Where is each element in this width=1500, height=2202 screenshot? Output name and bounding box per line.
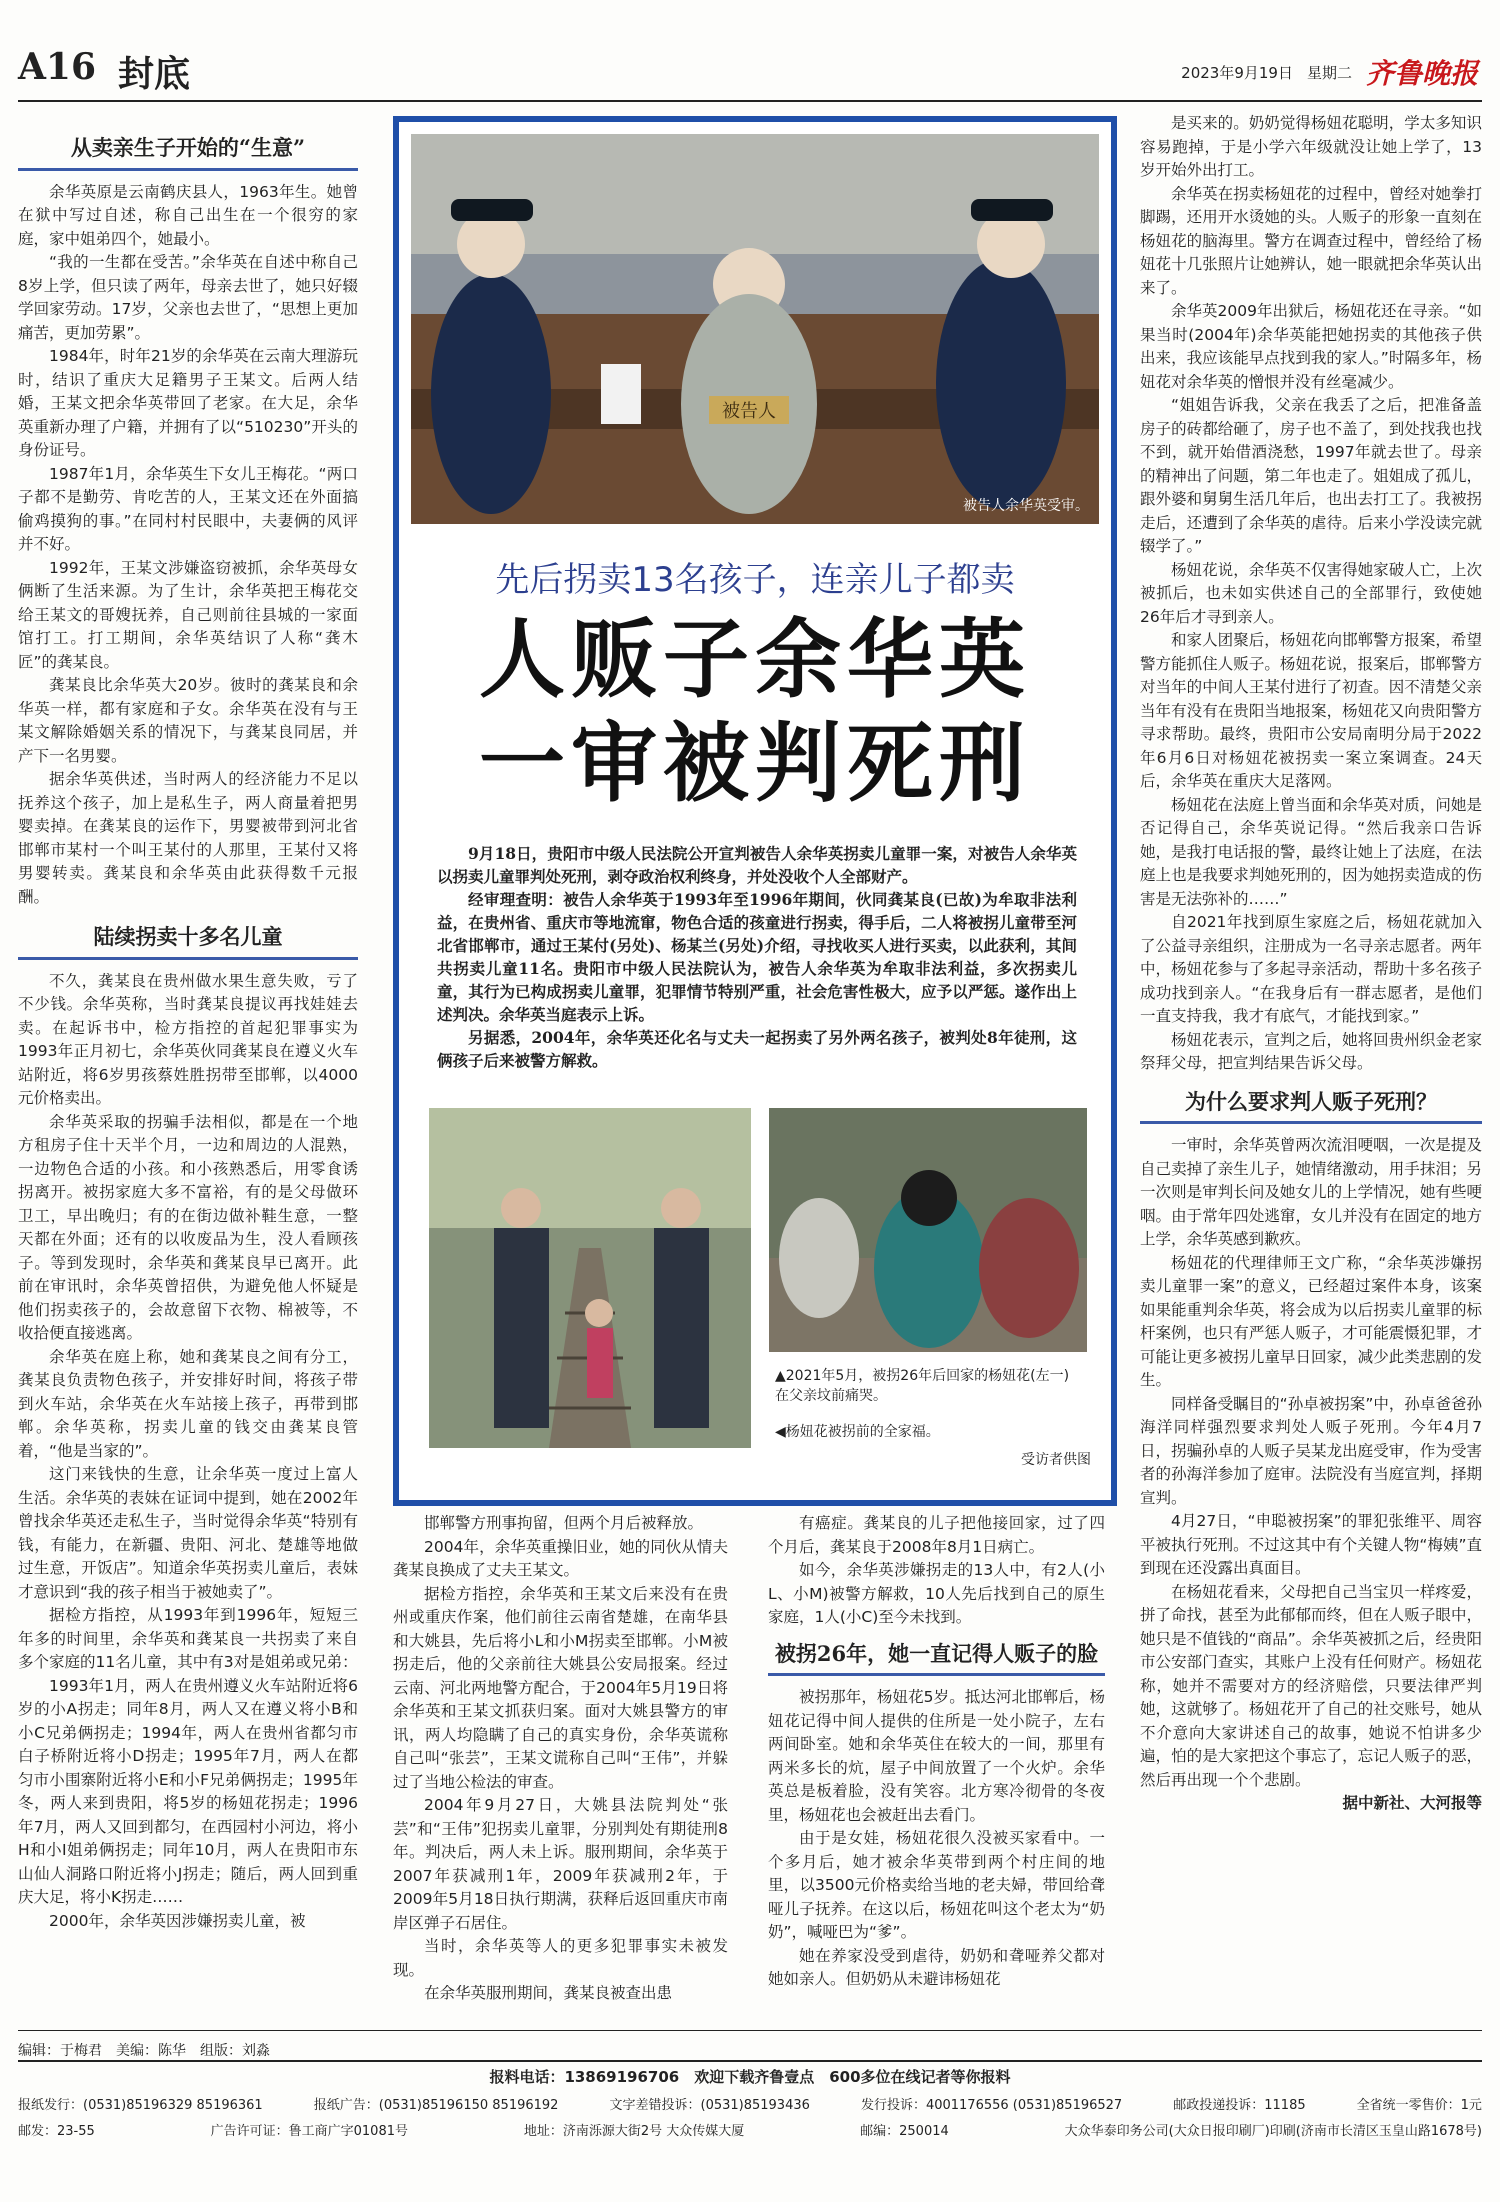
family-photo-caption: ◀杨妞花被拐前的全家福。	[775, 1424, 940, 1440]
header-rule	[18, 100, 1482, 102]
body-paragraph: 自2021年找到原生家庭之后，杨妞花就加入了公益寻亲组织，注册成为一名寻亲志愿者。两年中，杨妞花参与了多起寻亲活动，帮助十多名孩子成功找到亲人。“在我身后有一群志愿者，是他们一直支持我，我才有底气，才能找到家。”	[1140, 913, 1482, 1025]
family-photo	[429, 1108, 751, 1448]
body-paragraph: 杨妞花在法庭上曾当面和余华英对质，问她是否记得自己，余华英说记得。“然后我亲口告诉她，是我打电话报的警，最终让她上了法庭，在法庭上也是我要求判她死刑的，因为她拐卖造成的伤害是无法弥补的……”	[1140, 795, 1482, 908]
middle-column-a	[393, 1512, 728, 2018]
body-paragraph: 1993年1月，两人在贵州遵义火车站附近将6岁的小A拐走；同年8月，两人又在遵义将小B和小C兄弟俩拐走；1994年，两人在贵州省都匀市白子桥附近将小D拐走；1995年7月，两人在都匀市小围寨附近将小E和小F兄弟俩拐走；1995年冬，两人来到贵阳，将5岁的杨妞花拐走；1996年7月，两人又回到都匀，在西园村小河边，将小H和小I姐弟俩拐走；同年10月，两人在贵阳市东山仙人洞路口附近将小J拐走；随后，两人回到重庆大足，将小K拐走……	[18, 1676, 358, 1906]
body-paragraph: 杨妞花说，余华英不仅害得她家破人亡，上次被抓后，也未如实供述自己的全部罪行，致使她26年后才寻到亲人。	[1140, 560, 1482, 626]
grave-photo	[769, 1108, 1087, 1352]
body-paragraph: 邯郸警方刑事拘留，但两个月后被释放。	[424, 1514, 704, 1532]
footer-contact: 报纸广告：(0531)85196150 85196192	[313, 2098, 559, 2113]
body-paragraph: 不久，龚某良在贵州做水果生意失败，亏了不少钱。余华英称，当时龚某良提议再找娃娃去卖。在起诉书中，检方指控的首起犯罪事实为1993年正月初七，余华英伙同龚某良在遵义火车站附近，将6岁男孩蔡姓胜拐带至邯郸，以4000元价格卖出。	[18, 971, 358, 1107]
family-photo-illustration	[429, 1108, 751, 1448]
body-paragraph: 2000年，余华英因涉嫌拐卖儿童，被	[49, 1911, 306, 1930]
body-paragraph: 如今，余华英涉嫌拐走的13人中，有2人(小L、小M)被警方解救，10人先后找到自己的原生家庭，1人(小C)至今未找到。	[768, 1561, 1105, 1626]
body-paragraph: 2004年9月27日，大姚县法院判处“张芸”和“王伟”犯拐卖儿童罪，分别判处有期徒刑8年。判决后，两人未上诉。服刑期间，余华英于2007年获减刑1年，2009年获减刑2年，于2009年5月18日执行期满，获释后返回重庆市南岸区弹子石居住。	[393, 1796, 728, 1932]
body-paragraph: 1992年，王某文涉嫌盗窃被抓，余华英母女俩断了生活来源。为了生计，余华英把王梅花交给王某文的哥嫂抚养，自己则前往县城的一家面馆打工。打工期间，余华英结识了人称“龚木匠”的龚某良。	[18, 558, 358, 671]
date-bar	[1181, 52, 1478, 92]
footer-contact: 邮政投递投诉：11185	[1173, 2098, 1306, 2113]
editor-credits: 编辑：于梅君 美编：陈华 组版：刘淼	[18, 2043, 270, 2059]
footer-rule	[18, 2060, 1482, 2062]
subheading-3: 被拐26年，她一直记得人贩子的脸	[768, 1638, 1105, 1677]
body-paragraph: 龚某良比余华英大20岁。彼时的龚某良和余华英一样，都有家庭和子女。余华英在没有与王某文解除婚姻关系的情况下，与龚某良同居，并产下一名男婴。	[18, 676, 358, 765]
body-paragraph: 同样备受瞩目的“孙卓被拐案”中，孙卓爸爸孙海洋同样强烈要求判处人贩子死刑。今年4月7日，拐骗孙卓的人贩子吴某龙出庭受审，作为受害者的孙海洋参加了庭审。法院没有当庭宣判，择期宣判。	[1140, 1394, 1482, 1507]
body-paragraph: 她在养家没受到虐待，奶奶和聋哑养父都对她如亲人。但奶奶从未避讳杨妞花	[768, 1946, 1105, 1988]
subheading-2: 陆续拐卖十多名儿童	[18, 921, 358, 960]
article-source: 据中新社、大河报等	[1342, 1794, 1482, 1812]
body-paragraph: 余华英2009年出狱后，杨妞花还在寻亲。“如果当时(2004年)余华英能把她拐卖的其他孩子供出来，我应该能早点找到我的家人。”时隔多年，杨妞花对余华英的憎恨并没有丝毫减少。	[1140, 302, 1482, 391]
left-paragraphs-1	[18, 181, 358, 910]
issue-date: 2023年9月19日	[1181, 63, 1293, 82]
footer-contact: 文字差错投诉：(0531)85193436	[609, 2098, 810, 2113]
body-paragraph: 1987年1月，余华英生下女儿王梅花。“两口子都不是勤劳、肯吃苦的人，王某文还在外面搞偷鸡摸狗的事。”在同村村民眼中，夫妻俩的风评并不好。	[18, 464, 358, 553]
left-paragraphs-2	[18, 970, 358, 1934]
grave-photo-illustration	[769, 1108, 1087, 1352]
body-paragraph: 一审时，余华英曾两次流泪哽咽，一次是提及自己卖掉了亲生儿子，她情绪激动，用手抹泪；另一次则是审判长问及她女儿的上学情况，她有些哽咽。由于常年四处逃窜，女儿并没有在固定的地方上学，余华英感到歉疚。	[1140, 1136, 1482, 1248]
headline-line-2: 一审被判死刑	[479, 713, 1031, 814]
body-paragraph: 这门来钱快的生意，让余华英一度过上富人生活。余华英的表妹在证词中提到，她在2002年曾找余华英还走私生子，当时觉得余华英“特别有钱，有能力，在新疆、贵阳、河北、楚雄等地做过生意，开饭店”。知道余华英拐卖儿童后，表妹才意识到“我的孩子相当于被她卖了”。	[18, 1465, 358, 1601]
body-paragraph: 和家人团聚后，杨妞花向邯郸警方报案，希望警方能抓住人贩子。杨妞花说，报案后，邯郸警方对当年的中间人王某付进行了初查。因不清楚父亲当年有没有在贵阳当地报案，杨妞花又向贵阳警方寻求帮助。最终，贵阳市公安局南明分局于2022年6月6日对杨妞花被拐卖一案立案调查。24天后，余华英在重庆大足落网。	[1140, 631, 1482, 790]
kicker: 先后拐卖13名孩子，连亲儿子都卖	[495, 560, 1015, 600]
body-paragraph: 据余华英供述，当时两人的经济能力不足以抚养这个孩子，加上是私生子，两人商量着把男婴卖掉。在龚某良的运作下，男婴被带到河北省邯郸市某村一个叫王某付的人那里，王某付又将男婴转卖。龚某良和余华英由此获得数千元报酬。	[18, 770, 358, 906]
body-paragraph: 余华英在庭上称，她和龚某良之间有分工，龚某良负责物色孩子，并安排好时间，将孩子带到火车站，余华英在火车站接上孩子，再带到邯郸。余华英称，拐卖儿童的钱交由龚某良管着，“他是当家的”。	[18, 1347, 358, 1460]
subheading-4: 为什么要求判人贩子死刑？	[1140, 1086, 1482, 1125]
footer-contact: 大众华泰印务公司(大众日报印刷厂)印刷(济南市长清区玉皇山路1678号)	[1064, 2124, 1482, 2139]
feature-box	[393, 116, 1117, 1506]
photo-caption-top: 被告人余华英受审。	[963, 498, 1089, 514]
body-paragraph: 余华英在拐卖杨妞花的过程中，曾经对她拳打脚踢，还用开水烫她的头。人贩子的形象一直刻在杨妞花的脑海里。警方在调查过程中，曾经给了杨妞花十几张照片让她辨认，她一眼就把余华英认出来了。	[1140, 184, 1482, 297]
footer-contact: 邮编：250014	[860, 2124, 949, 2139]
body-paragraph: “我的一生都在受苦。”余华英在自述中称自己8岁上学，但只读了两年，母亲去世了，她只好辍学回家劳动。17岁，父亲也去世了，“思想上更加痛苦，更加劳累”。	[18, 253, 358, 342]
section-name: 封底	[118, 53, 191, 95]
headline-line-1: 人贩子余华英	[479, 609, 1031, 710]
footer-contact: 报纸发行：(0531)85196329 85196361	[18, 2098, 263, 2113]
body-paragraph: 被拐那年，杨妞花5岁。抵达河北邯郸后，杨妞花记得中间人提供的住所是一处小院子，左右两间卧室。她和余华英住在较大的一间，那里有两米多长的炕，屋子中间放置了一个火炉。余华英总是板着脸，没有笑容。北方寒冷彻骨的冬夜里，杨妞花也会被赶出去看门。	[768, 1688, 1105, 1824]
body-paragraph: “姐姐告诉我，父亲在我丢了之后，把准备盖房子的砖都给砸了，房子也不盖了，到处找我也找不到，就开始借酒浇愁，1997年就去世了。母亲的精神出了问题，第二年也走了。姐姐成了孤儿，跟外婆和舅舅生活几年后，也出去打工了。我被拐走后，还遭到了余华英的虐待。后来小学没读完就辍学了。”	[1140, 396, 1482, 555]
weekday: 星期二	[1306, 63, 1352, 82]
footer-contacts-row-1	[18, 2094, 1482, 2113]
footer-contact: 地址：济南泺源大街2号 大众传媒大厦	[523, 2124, 745, 2139]
lead-paragraph: 9月18日，贵阳市中级人民法院公开宣判被告人余华英拐卖儿童罪一案，对被告人余华英以拐卖儿童罪判处死刑，剥夺政治权利终身，并处没收个人全部财产。	[437, 844, 1077, 886]
body-paragraph: 1984年，时年21岁的余华英在云南大理游玩时，结识了重庆大足籍男子王某文。后两人结婚，王某文把余华英带回了老家。在大足，余华英重新办理了户籍，并拥有了以“510230”开头的身份证号。	[18, 347, 358, 459]
footer-contact: 广告许可证：鲁工商广字01081号	[210, 2124, 408, 2139]
grave-photo-caption: ▲2021年5月，被拐26年后回家的杨妞花(左一)在父亲坟前痛哭。	[775, 1368, 1070, 1404]
lead-paragraph: 另据悉，2004年，余华英还化名与丈夫一起拐卖了另外两名孩子，被判处8年徒刑，这俩孩子后来被警方解救。	[437, 1028, 1077, 1070]
body-paragraph: 在杨妞花看来，父母把自己当宝贝一样疼爱，拼了命找，甚至为此郁郁而终，但在人贩子眼中，她只是不值钱的“商品”。余华英被抓之后，经贵阳市公安部门查实，其账户上没有任何财产。杨妞花称，她并不需要对方的经济赔偿，只要法律严判她，这就够了。杨妞花开了自己的社交账号，她从不介意向大家讲述自己的故事，她说不怕讲多少遍，怕的是大家把这个事忘了，忘记人贩子的恶，然后再出现一个个悲剧。	[1140, 1582, 1482, 1789]
footer-contact: 邮发：23-55	[18, 2124, 95, 2139]
masthead-logo: 齐鲁晚报	[1365, 57, 1478, 90]
footer-contact: 发行投诉：4001176556 (0531)85196527	[860, 2098, 1123, 2113]
body-paragraph: 4月27日，“申聪被拐案”的罪犯张维平、周容平被执行死刑。不过这其中有个关键人物“梅姨”直到现在还没露出真面目。	[1140, 1512, 1482, 1577]
left-column	[18, 128, 358, 2018]
defendant-placard: 被告人	[722, 401, 776, 422]
footer-contact: 全省统一零售价：1元	[1356, 2098, 1482, 2113]
body-paragraph: 杨妞花表示，宣判之后，她将回贵州织金老家祭拜父母，把宣判结果告诉父母。	[1140, 1030, 1482, 1072]
body-paragraph: 当时，余华英等人的更多犯罪事实未被发现。	[393, 1937, 728, 1979]
subheading-1: 从卖亲生子开始的“生意”	[18, 132, 358, 171]
body-paragraph: 余华英采取的拐骗手法相似，都是在一个地方租房子住十天半个月，一边和周边的人混熟，一边物色合适的小孩。和小孩熟悉后，用零食诱拐离开。被拐家庭大多不富裕，有的是父母做环卫工，早出晚归；有的在街边做补鞋生意，一整天都在外面；还有的以收废品为生，没人看顾孩子。等到发现时，余华英和龚某良早已离开。此前在审讯时，余华英曾招供，为避免他人怀疑是他们拐卖孩子的，会故意留下衣物、棉被等，不收拾便直接逃离。	[18, 1112, 358, 1342]
courtroom-illustration	[411, 134, 1099, 524]
courtroom-photo	[411, 134, 1099, 524]
body-paragraph: 据检方指控，余华英和王某文后来没有在贵州或重庆作案，他们前往云南省楚雄，在南华县和大姚县，先后将小L和小M拐卖至邯郸。小M被拐走后，他的父亲前往大姚县公安局报案。经过云南、河北两地警方配合，于2004年5月19日将余华英和王某文抓获归案。面对大姚县警方的审讯，两人均隐瞒了自己的真实身份，余华英谎称自己叫“张芸”，王某文谎称自己叫“王伟”，并躲过了当地公检法的审查。	[393, 1584, 728, 1791]
body-paragraph: 余华英原是云南鹤庆县人，1963年生。她曾在狱中写过自述，称自己出生在一个很穷的家庭，家中姐弟四个，她最小。	[18, 182, 358, 248]
page-number: A16	[18, 46, 97, 88]
footer-contacts-row-2	[18, 2120, 1482, 2139]
body-paragraph: 据检方指控，从1993年到1996年，短短三年多的时间里，余华英和龚某良一共拐卖了来自多个家庭的11名儿童，其中有3对是姐弟或兄弟：	[18, 1606, 358, 1671]
right-column	[1140, 112, 1482, 2018]
body-paragraph: 杨妞花的代理律师王文广称，“余华英涉嫌拐卖儿童罪一案”的意义，已经超过案件本身，该案如果能重判余华英，将会成为以后拐卖儿童罪的标杆案例，也只有严惩人贩子，才可能震慑犯罪，才可能让更多被拐儿童早日回家，减少此类悲剧的发生。	[1140, 1253, 1482, 1389]
body-paragraph: 是买来的。奶奶觉得杨妞花聪明，学太多知识容易跑掉，于是小学六年级就没让她上学了，13岁开始外出打工。	[1140, 114, 1482, 179]
footer-rule-top	[18, 2030, 1482, 2031]
lead-paragraph: 经审理查明：被告人余华英于1993年至1996年期间，伙同龚某良(已故)为牟取非法利益，在贵州省、重庆市等地流窜，物色合适的孩童进行拐卖，得手后，二人将被拐儿童带至河北省邯郸市，通过王某付(另处)、杨某兰(另处)介绍，寻找收买人进行买卖，以此获利，其间共拐卖儿童11名。贵阳市中级人民法院认为，被告人余华英为牟取非法利益，多次拐卖儿童，其行为已构成拐卖儿童罪，犯罪情节特别严重，社会危害性极大，应予以严惩。遂作出上述判决。余华英当庭表示上诉。	[437, 890, 1077, 1024]
tip-hotline: 报料电话：13869196706 欢迎下载齐鲁壹点 600多位在线记者等你报料	[489, 2068, 1011, 2086]
photo-credit: 受访者供图	[1021, 1452, 1091, 1468]
lead-text	[437, 842, 1077, 1098]
body-paragraph: 由于是女娃，杨妞花很久没被买家看中。一个多月后，她才被余华英带到两个村庄间的地里，以3500元价格卖给当地的老夫婦，带回给聋哑儿子抚养。在这以后，杨妞花叫这个老太为“奶奶”，喊哑巴为“爹”。	[768, 1829, 1105, 1941]
body-paragraph: 有癌症。龚某良的儿子把他接回家，过了四个月后，龚某良于2008年8月1日病亡。	[768, 1514, 1105, 1556]
middle-column-b	[768, 1512, 1105, 2018]
body-paragraph: 2004年，余华英重操旧业，她的同伙从情夫龚某良换成了丈夫王某文。	[393, 1537, 728, 1579]
body-paragraph: 在余华英服刑期间，龚某良被查出患	[424, 1984, 673, 2002]
